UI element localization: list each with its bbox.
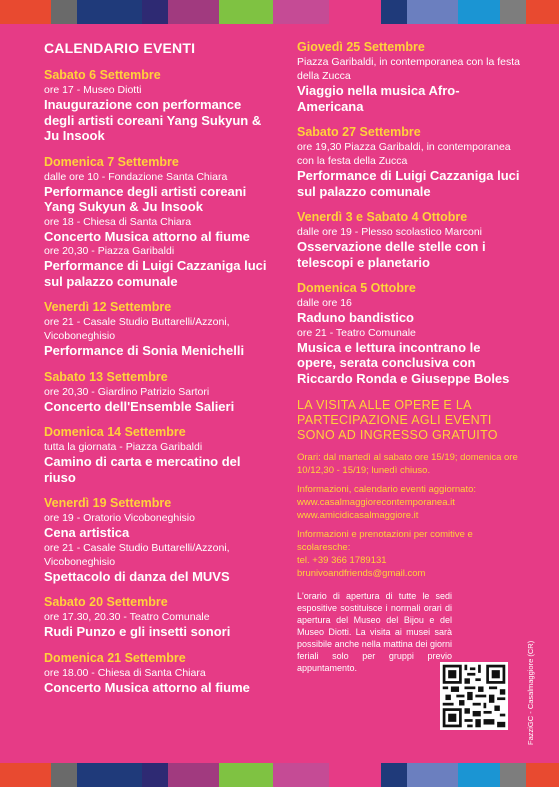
website-link-1[interactable]: www.casalmaggiorecontemporanea.it xyxy=(297,497,455,508)
event-title: Performance degli artisti coreani Yang Sukyun & Ju Insook xyxy=(44,183,247,214)
event-day xyxy=(297,210,522,270)
left-column xyxy=(44,40,274,706)
color-block xyxy=(77,763,142,787)
email-address[interactable]: brunivoandfriends@gmail.com xyxy=(297,568,426,579)
event-date: Giovedì 25 Settembre xyxy=(297,40,425,54)
event-title: Raduno bandistico xyxy=(297,310,414,325)
left-event-list xyxy=(44,68,274,695)
event-time-place: ore 19 - Oratorio Vicoboneghisio xyxy=(44,512,195,524)
event-time-place: tutta la giornata - Piazza Garibaldi xyxy=(44,441,203,453)
color-block xyxy=(500,0,526,24)
event-time-place: ore 20,30 - Giardino Patrizio Sartori xyxy=(44,385,210,398)
event-date: Sabato 20 Settembre xyxy=(44,595,168,609)
event-time-place: ore 21 - Casale Studio Buttarelli/Azzoni, Vicoboneghisio xyxy=(44,316,230,342)
event-title: Camino di carta e mercatino del riuso xyxy=(44,454,241,485)
event-time-place: ore 17.30, 20.30 - Teatro Comunale xyxy=(44,611,210,623)
phone-number[interactable]: tel. +39 366 1789131 xyxy=(297,555,387,566)
event-title: Inaugurazione con performance degli artisti coreani Yang Sukyun & Ju Insook xyxy=(44,97,262,143)
event-title: Musica e lettura incontrano le opere, serata conclusiva con Riccardo Ronda e Giuseppe Boles xyxy=(297,339,510,386)
color-block xyxy=(458,763,500,787)
color-block xyxy=(526,763,559,787)
booking-info: Informazioni e prenotazioni per comitive e scolaresche: xyxy=(297,529,473,553)
color-block xyxy=(273,763,329,787)
color-block xyxy=(407,763,458,787)
event-day xyxy=(44,68,274,144)
event-day xyxy=(44,300,274,359)
color-block xyxy=(51,0,76,24)
event-time-place: Piazza Garibaldi, in contemporanea con la festa della Zucca xyxy=(297,56,520,82)
event-time-place: dalle ore 19 - Plesso scolastico Marconi xyxy=(297,226,483,238)
opening-paragraph: L'orario di apertura di tutte le sedi espositive sostituisce i normali orari di apertura del Museo del Bijou e del Museo Diotti. La visita ai musei sarà possibile anche nella mattina dei giorni feriali solo per gruppi previo appuntamento. xyxy=(297,591,452,673)
opening-hours: Orari: dal martedì al sabato ore 15/19; domenica ore 10/12,30 - 15/19; lunedì chiuso. xyxy=(297,452,518,476)
event-title: Concerto Musica attorno al fiume xyxy=(44,228,250,244)
event-time-place: ore 20,30 - Piazza Garibaldi xyxy=(44,245,175,257)
event-day xyxy=(44,651,274,696)
color-block xyxy=(219,0,273,24)
event-time-place: ore 17 - Museo Diotti xyxy=(44,84,142,96)
color-block xyxy=(142,763,168,787)
color-block xyxy=(329,0,380,24)
event-day xyxy=(44,370,274,415)
color-block xyxy=(0,0,51,24)
event-title: Spettacolo di danza del MUVS xyxy=(44,568,230,584)
color-block xyxy=(381,763,407,787)
color-block xyxy=(77,0,142,24)
color-block xyxy=(142,0,168,24)
event-time-place: dalle ore 10 - Fondazione Santa Chiara xyxy=(44,170,228,183)
updated-info-label: Informazioni, calendario eventi aggiornato: xyxy=(297,484,477,495)
event-day xyxy=(297,125,522,199)
event-date: Venerdì 12 Settembre xyxy=(44,300,172,314)
color-block xyxy=(51,763,76,787)
event-date: Venerdì 19 Settembre xyxy=(44,496,172,510)
color-block xyxy=(381,0,407,24)
event-date: Sabato 13 Settembre xyxy=(44,369,168,384)
event-date: Sabato 27 Settembre xyxy=(297,125,421,139)
color-block xyxy=(0,763,51,787)
color-block xyxy=(526,0,559,24)
event-day xyxy=(44,496,274,584)
event-date: Domenica 21 Settembre xyxy=(44,650,186,665)
event-title: Concerto Musica attorno al fiume xyxy=(44,679,250,695)
website-link-2[interactable]: www.amicidicasalmaggiore.it xyxy=(297,510,419,521)
calendar-heading: CALENDARIO EVENTI xyxy=(44,40,196,56)
event-day xyxy=(44,155,274,290)
event-title: Performance di Luigi Cazzaniga luci sul palazzo comunale xyxy=(44,258,267,289)
event-title: Cena artistica xyxy=(44,525,130,540)
event-date: Domenica 14 Settembre xyxy=(44,425,186,439)
event-title: Osservazione delle stelle con i telescopi e planetario xyxy=(297,239,486,270)
event-title: Performance di Sonia Menichelli xyxy=(44,343,245,358)
color-block xyxy=(168,763,219,787)
qr-code[interactable] xyxy=(440,662,508,730)
event-time-place: ore 21 - Casale Studio Buttarelli/Azzoni, Vicoboneghisio xyxy=(44,541,230,568)
event-date: Sabato 6 Settembre xyxy=(44,68,161,82)
color-block xyxy=(219,763,273,787)
color-block xyxy=(407,0,458,24)
color-block xyxy=(500,763,526,787)
printer-credit: FazziGC - Casalmaggiore (CR) xyxy=(526,640,535,745)
event-day xyxy=(297,40,522,114)
color-block xyxy=(273,0,329,24)
event-time-place: ore 18.00 - Chiesa di Santa Chiara xyxy=(44,666,206,679)
event-date: Domenica 5 Ottobre xyxy=(297,281,416,295)
color-block xyxy=(329,763,380,787)
color-block xyxy=(458,0,500,24)
color-block xyxy=(168,0,219,24)
event-title: Performance di Luigi Cazzaniga luci sul palazzo comunale xyxy=(297,168,520,199)
right-event-list xyxy=(297,40,522,386)
event-day xyxy=(44,425,274,485)
event-day xyxy=(44,595,274,640)
event-time-place: dalle ore 16 xyxy=(297,297,352,309)
event-title: Concerto dell'Ensemble Salieri xyxy=(44,398,235,414)
right-column xyxy=(297,40,522,674)
event-title: Viaggio nella musica Afro-Americana xyxy=(297,83,460,114)
event-day xyxy=(297,281,522,386)
top-color-strip xyxy=(0,0,559,24)
bottom-color-strip xyxy=(0,763,559,787)
event-time-place: ore 19,30 Piazza Garibaldi, in contemporanea con la festa della Zucca xyxy=(297,141,511,167)
event-date: Venerdì 3 e Sabato 4 Ottobre xyxy=(297,210,468,224)
event-time-place: ore 18 - Chiesa di Santa Chiara xyxy=(44,215,192,228)
event-date: Domenica 7 Settembre xyxy=(44,154,179,169)
event-title: Rudi Punzo e gli insetti sonori xyxy=(44,624,231,639)
free-entry-notice: LA VISITA ALLE OPERE E LA PARTECIPAZIONE AGLI EVENTI SONO AD INGRESSO GRATUITO xyxy=(297,398,498,442)
qr-code-icon xyxy=(440,662,508,730)
event-time-place: ore 21 - Teatro Comunale xyxy=(297,326,416,339)
